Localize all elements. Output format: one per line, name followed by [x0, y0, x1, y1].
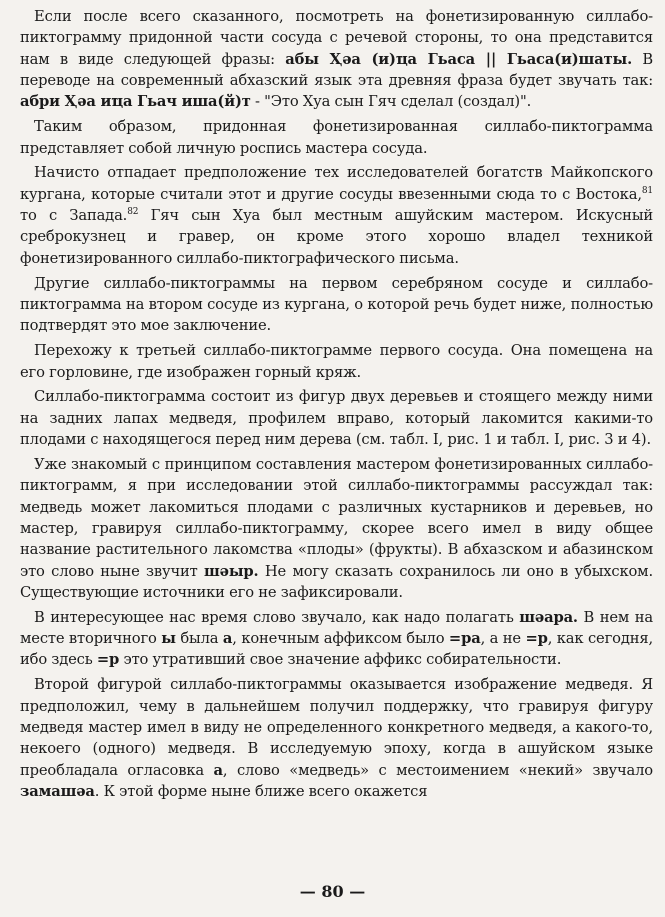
bold-term: ы: [161, 630, 176, 648]
text: Если после всего сказанного, посмотреть на фонетизированную силлабо-пиктограмму придонной части сосуда с речевой стороны, то она представится нам в виде следующей фразы:: [20, 8, 653, 68]
text: , а не: [480, 630, 526, 648]
text: В переводе на современный абхазский язык эта древняя фраза будет звучать так:: [20, 50, 654, 90]
bold-term: шәыр.: [204, 562, 259, 580]
paragraph-3: [20, 162, 653, 269]
footnote-ref: 81: [641, 185, 653, 196]
paragraph-9: [20, 674, 653, 802]
paragraph-4: Другие силлабо-пиктограммы на первом серебряном сосуде и силлабо-пиктограмма на втором сосуде из кургана, о которой речь будет ниже, полностью подтвердят это мое заключение.: [20, 274, 653, 335]
bold-term: замашәа: [20, 783, 95, 801]
text: Начисто отпадает предположение тех исследователей богатств Майкопского кургана, которые считали этот и другие сосуды ввезенными сюда то с Востока,: [20, 164, 653, 203]
text: Гяч сын Хуа был местным ашуйским мастером. Искусный среброкузнец и гравер, он кроме этого хорошо владел техникой фонетизированного силлабо-пиктографического письма.: [20, 207, 653, 267]
text: . К этой форме ныне ближе всего окажется: [94, 783, 428, 801]
text: , слово «медведь» с местоимением «некий» звучало: [222, 761, 654, 779]
paragraph-7: [20, 454, 653, 603]
text: была: [175, 630, 223, 648]
paragraph-5: Перехожу к третьей силлабо-пиктограмме первого сосуда. Она помещена на его горловине, где изображен горный кряж.: [20, 342, 653, 381]
paragraph-8: [20, 607, 653, 671]
text: Второй фигурой силлабо-пиктограммы оказывается изображение медведя. Я предположил, чему в дальнейшем получил поддержку, что гравируя фигуру медведя мастер имел в виду не определенного конкретного медведя, а какого-то, некоего (одного) медведя. В исследуемую эпоху, когда в ашуйском языке преобладала огласовка: [20, 676, 653, 779]
bold-term: =р: [96, 651, 120, 669]
bold-term: а: [213, 761, 223, 779]
bold-term: =ра: [448, 630, 481, 648]
text: это утративший свое значение аффикс собирательности.: [119, 651, 562, 669]
text: В интересующее нас время слово звучало, как надо полагать: [34, 608, 520, 626]
footnote-ref: 82: [127, 207, 139, 218]
bold-term: шәара.: [519, 608, 578, 626]
page-number: — 80 —: [299, 882, 366, 901]
text: то с Запада.: [20, 207, 128, 225]
text: Уже знакомый с принципом составления мастером фонетизированных силлабо-пиктограмм, я при исследовании этой силлабо-пиктограммы рассуждал так: медведь может лакомиться плодами с различных кустарников и деревьев, но мастер, гравируя силлабо-пиктограмму, скорее всего имел в виду общее название растительного лакомства «плоды» (фрукты). В абхазском и абазинском это слово ныне звучит: [20, 455, 653, 580]
phrase-modern: абри Ҳәа иҵа Гьач иша(й)т: [20, 93, 251, 111]
text: , как сегодня, ибо здесь: [20, 630, 653, 669]
paragraph-1: [20, 6, 653, 113]
bold-term: а: [222, 630, 233, 648]
phrase-original: абы Ҳәа (и)ҵа Гьаса || Гьаса(и)шаты.: [285, 50, 633, 68]
text: В нем на месте вторичного: [20, 608, 653, 648]
paragraph-2: Таким образом, придонная фонетизированная силлабо-пиктограмма представляет собой личную роспись мастера сосуда.: [20, 118, 653, 157]
paragraph-6: Силлабо-пиктограмма состоит из фигур двух деревьев и стоящего между ними на задних лапах медведя, профилем вправо, который лакомится какими-то плодами с находящегося перед ним дерева (см. табл. I, рис. 1 и табл. I, рис. 3 и 4).: [20, 388, 653, 449]
text: - "Это Хуа сын Гяч сделал (создал)".: [250, 93, 532, 111]
text: , конечным аффиксом было: [232, 630, 449, 648]
bold-term: =р: [525, 630, 548, 648]
text: Не могу сказать сохранилось ли оно в убыхском. Существующие источники его не зафиксировали.: [20, 562, 653, 601]
